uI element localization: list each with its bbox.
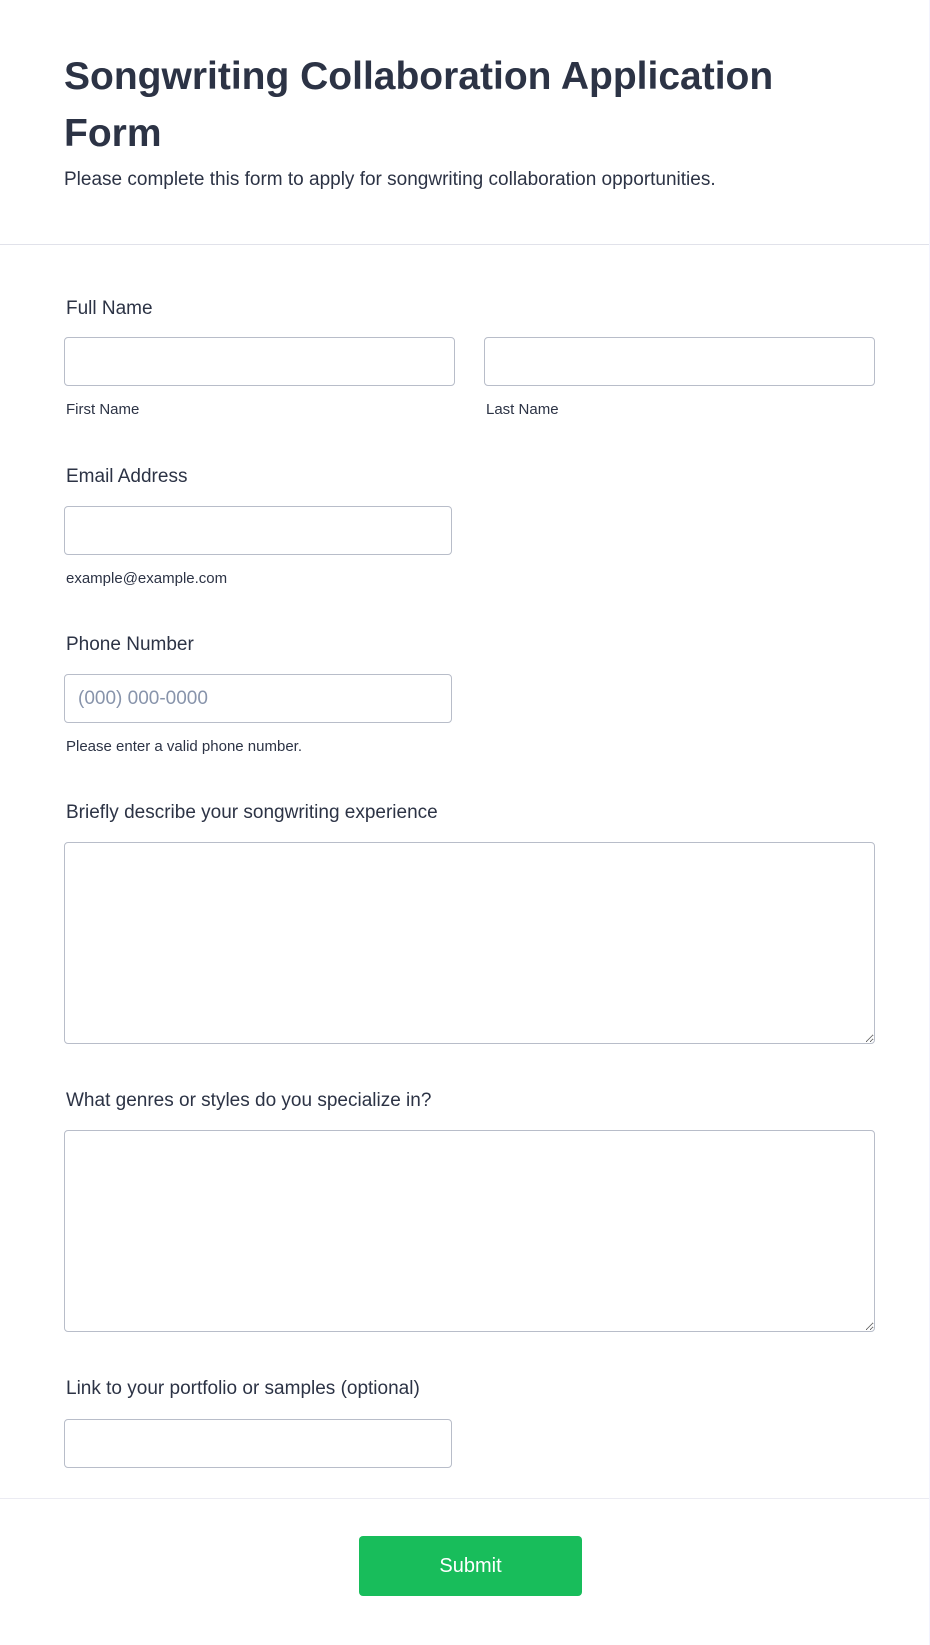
- last-name-sublabel: Last Name: [486, 401, 559, 418]
- form-header: [0, 0, 929, 245]
- email-sublabel: example@example.com: [66, 570, 228, 587]
- genres-textarea[interactable]: [64, 1130, 875, 1332]
- portfolio-input[interactable]: [64, 1419, 452, 1468]
- first-name-sublabel: First Name: [66, 401, 140, 418]
- portfolio-label: Link to your portfolio or samples (optional): [66, 1378, 420, 1399]
- full-name-label: Full Name: [66, 298, 153, 319]
- email-label: Email Address: [66, 466, 188, 487]
- email-input[interactable]: [64, 506, 452, 555]
- phone-label: Phone Number: [66, 634, 194, 655]
- phone-sublabel: Please enter a valid phone number.: [66, 738, 302, 755]
- last-name-input[interactable]: [484, 337, 875, 386]
- first-name-input[interactable]: [64, 337, 455, 386]
- page-title: Songwriting Collaboration Application Form: [64, 55, 774, 155]
- page-subtitle: Please complete this form to apply for songwriting collaboration opportunities.: [64, 169, 716, 190]
- footer-divider: [0, 1498, 929, 1499]
- experience-label: Briefly describe your songwriting experience: [66, 802, 438, 823]
- experience-textarea[interactable]: [64, 842, 875, 1044]
- genres-label: What genres or styles do you specialize in?: [66, 1090, 432, 1111]
- phone-input[interactable]: [64, 674, 452, 723]
- submit-button[interactable]: Submit: [359, 1536, 582, 1596]
